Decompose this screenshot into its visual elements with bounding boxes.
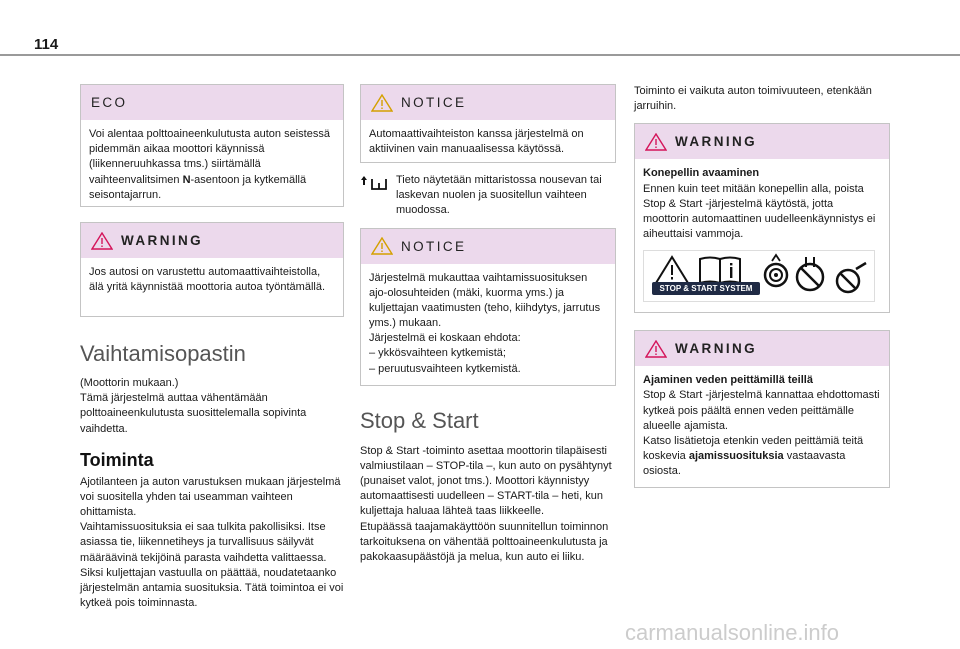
warning-icon <box>645 340 667 358</box>
notice1-body: Automaattivaihteiston kanssa järjestelmä on aktiivinen vain manuaalisessa käytössä. <box>369 128 584 156</box>
warning3-body: Ajaminen veden peittämillä teillä Stop & Start -järjestelmä kannattaa ehdottomasti kytkeä pois päältä ennen veden peittämälle alueelle ajamista. Katso lisätietoja etenkin veden peittämiä teitä koskevia ajamissuosituksia vastaavasta osiosta. <box>643 374 880 478</box>
intro3-body: Toiminto ei vaikuta auton toimivuuteen, etenkään jarruihin. <box>634 85 872 113</box>
subsection-title-toiminta: Toiminta <box>80 449 154 470</box>
column-middle <box>360 84 616 565</box>
eco-title: ECO <box>91 95 128 110</box>
section-title-vaihtamisopastin: Vaihtamisopastin <box>80 341 246 366</box>
column-right <box>634 84 890 488</box>
warning-box-header: WARNING <box>81 223 343 258</box>
warning2-heading: Konepellin avaaminen <box>643 167 760 180</box>
warning1-body: Jos autosi on varustettu automaattivaihteistolla, älä yritä käynnistää moottoria autoa työntämällä. <box>89 266 326 294</box>
warning-box-bonnet <box>634 123 890 313</box>
eco-box <box>80 84 344 207</box>
warning-box-push-start <box>80 222 344 317</box>
notice-icon <box>371 237 393 255</box>
watermark: carmanualsonline.info <box>625 620 840 645</box>
column-left <box>80 84 344 611</box>
notice-box-header: NOTICE <box>361 85 615 120</box>
eco-body: Voi alentaa polttoaineenkulutusta auton seistessä pidemmän aikaa moottori käynnissä (liikenneruuhkassa tms.) siirtämällä vaihteenvalitsimen N-asentoon ja kytkemällä seisontajarrun. <box>89 128 330 201</box>
gear-info-row <box>360 173 616 219</box>
warning2-box-header: WARNING <box>635 124 889 159</box>
warning3-box-header: WARNING <box>635 331 889 366</box>
warning-icon <box>91 232 113 250</box>
stop-start-body: Stop & Start -toiminto asettaa moottorin tilapäisesti valmiustilaan – STOP-tila –, kun auto on pysähtynyt (punaiset valot, jonot tms.). Moottori käynnistyy automaattisesti uudelleen – START-tila – heti, kun kuljettaja haluaa lähteä taas liikkeelle. Etupäässä taajamakäyttöön suunnitellun toiminnon tarkoituksena on vähentää polttoaineenkulutusta ja pakokaasupäästöjä ja melua, kun auto ei liiku. <box>360 444 612 563</box>
stop-start-system-tag: STOP & START SYSTEM <box>652 282 760 295</box>
warning-icon <box>645 133 667 151</box>
eco-box-header <box>81 85 343 120</box>
vaihtamisopastin-body: (Moottorin mukaan.) Tämä järjestelmä auttaa vähentämään polttoaineenkulutusta suosittelemalla sopivinta vaihdetta. <box>80 377 307 435</box>
notice2-box-header: NOTICE <box>361 229 615 264</box>
warning-box-water <box>634 330 890 488</box>
top-divider <box>0 54 960 56</box>
no-hands-fan-icons <box>762 253 874 299</box>
warning3-heading: Ajaminen veden peittämillä teillä <box>643 374 813 387</box>
warning2-spacer <box>635 302 889 312</box>
warning2-body: Konepellin avaaminen Ennen kuin teet mitään konepellin alla, poista Stop & Start -järjestelmä käytöstä, jotta moottorin automaattinen uudelleenkäynnistys ei aiheuttaisi vammoja. <box>635 159 889 248</box>
notice-box-adaptation <box>360 228 616 386</box>
toiminta-body: Ajotilanteen ja auton varustuksen mukaan järjestelmä voi suositella yhden tai useamman vaihteen ohittamista. Vaihtamissuosituksia ei saa tulkita pakollisiksi. Itse asiassa tie, liikennetiheys ja turvallisuus säilyvät määräävinä tekijöinä parasta vaihdetta valittaessa. Siksi kuljettajan vastuulla on päättää, noudatetaanko järjestelmän antamia suosituksia. Tätä toimintoa ei voi kytkeä pois toiminnasta. <box>80 475 344 610</box>
notice-icon <box>371 94 393 112</box>
notice2-body: Järjestelmä mukauttaa vaihtamissuosituksen ajo-olosuhteiden (mäki, kuorma yms.) ja kuljettajan vaatimusten (teho, kiihdytys, jarrutus yms.) mukaan. Järjestelmä ei koskaan ehdota: – ykkösvaihteen kytkemistä; – peruutusvaihteen kytkemistä. <box>369 271 601 375</box>
gear-shift-icon <box>360 175 390 195</box>
section-title-stop-start: Stop & Start <box>360 407 479 433</box>
notice-box-manual-mode <box>360 84 616 163</box>
gear-info-body: Tieto näytetään mittaristossa nousevan tai laskevan nuolen ja suositellun vaihteen muodossa. <box>396 174 602 217</box>
page-number: 114 <box>34 36 59 53</box>
